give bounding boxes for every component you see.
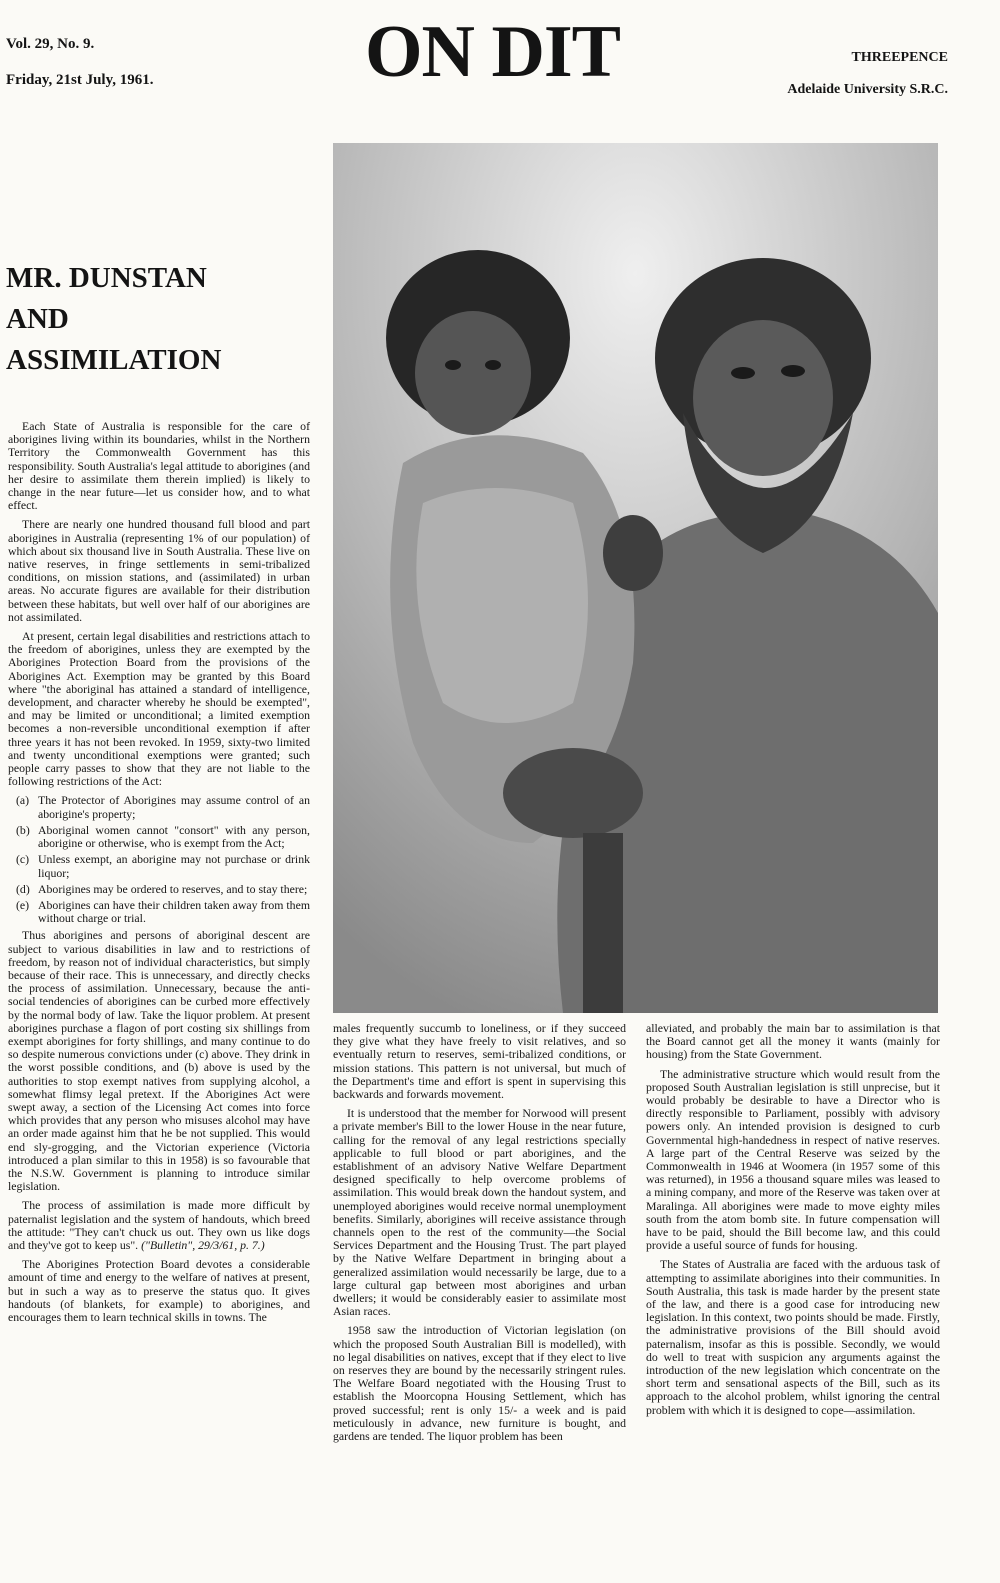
paragraph: The Aborigines Protection Board devotes a considerable amount of time and energy to the welfare of natives at present, but in such a way as to preserve the status quo. It gives handouts (of blankets, for example) to aborigines, and encourages them to learn technical skills in towns. The xyxy=(8,1257,310,1324)
list-item-text: Aboriginal women cannot "consort" with any person, aborigine or otherwise, who is exempt from the Act; xyxy=(38,822,310,851)
paragraph: At present, certain legal disabilities and restrictions attach to the freedom of aborigines, unless they are exempted by the Aborigines Protection Board from the provisions of the Aborigines Act. Exemption may be granted by this Board where "the aboriginal has attained a standard of intelligence, development, and character whereby he should be exempted", and may be limited or unconditional; a limited exemption becomes a non-reversible unconditional exemption if after three years it has not been revoked. In 1959, sixty-two limited and twenty unconditional exemptions were granted; such people carry passes to show that they are not liable to the following restrictions of the Act: xyxy=(8,629,310,789)
quote-source: ("Bulletin", 29/3/61, p. 7.) xyxy=(141,1237,265,1252)
article-headline xyxy=(6,258,316,381)
masthead-issue-info xyxy=(6,26,154,98)
list-item-text: Aborigines may be ordered to reserves, and to stay there; xyxy=(38,881,308,896)
paragraph: The administrative structure which would result from the proposed South Australian legislation is still unprecise, but it would probably be desirable to have a Director who is directly responsible to Parliament, possibly with advisory powers only. An intended provision is designed to curb Governmental high-handedness in respect of native reserves. A large part of the Central Reserve was seized by the Commonwealth in 1946 at Woomera (in 1957 some of this was returned), in 1956 a thousand square miles was leased to a mining company, and more of the Reserve was taken over at Maralinga. All aborigines were made to move eighty miles south from the atom bomb site. In future compensation will have to be paid, should the Bill become law, and this could provide a useful source of funds for housing. xyxy=(646,1066,940,1253)
list-item-label: (e) xyxy=(16,897,30,912)
list-item-label: (b) xyxy=(16,822,30,837)
masthead-price-info xyxy=(787,42,948,106)
paragraph: 1958 saw the introduction of Victorian legislation (on which the proposed South Australian Bill is modelled), with no legal disabilities on natives, except that if they elect to live on reserves they are bound by the necessarily stringent rules. The Welfare Board negotiated with the Housing Trust to establish the Moorcopna Housing Settlement, which has proved successful; rent is only 15/- a week and is paid meticulously in advance, new furniture is bought, and gardens are tended. The liquor problem has been xyxy=(333,1323,626,1444)
list-item-text: Aborigines can have their children taken away from them without charge or trial. xyxy=(38,897,310,926)
list-item-label: (a) xyxy=(16,793,30,808)
restrictions-list xyxy=(8,794,310,925)
list-item-text: Unless exempt, an aborigine may not purchase or drink liquor; xyxy=(38,852,310,880)
paragraph: Each State of Australia is responsible for the care of aborigines living within its boundaries, whilst in the Northern Territory the Commonwealth Government has this responsibility. South Australia's legal attitude to aborigines (and her desire to assimilate them therein implied) is likely to change in the near future—let us consider how, and to what effect. xyxy=(8,419,310,513)
list-item xyxy=(8,899,310,925)
list-item-text: The Protector of Aborigines may assume control of an aborigine's property; xyxy=(38,793,310,821)
publisher: Adelaide University S.R.C. xyxy=(787,82,948,97)
article-column-1 xyxy=(8,420,310,1330)
paragraph: males frequently succumb to loneliness, or if they succeed they give what they have freely to visit relatives, and so eventually return to reserves, semi-tribalized conditions, or mission stations. This pattern is not universal, but much of the Department's time and effort is spent in supervising this backwards and forwards movement. xyxy=(333,1021,626,1102)
list-item-label: (c) xyxy=(16,852,30,867)
article-column-3 xyxy=(646,1022,940,1423)
article-column-2 xyxy=(333,1022,626,1449)
paragraph: There are nearly one hundred thousand full blood and part aborigines in Australia (representing 1% of our population) of which about six thousand live in South Australia. These live on native reserves, in fringe settlements in semi-tribalized conditions, on mission stations, and (assimilated) in urban areas. No accurate figures are available for their distribution between these habitats, but well over half of our aborigines are not assimilated. xyxy=(8,517,310,624)
paragraph: alleviated, and probably the main bar to assimilation is that the Board cannot get all the money it wants (mainly for housing) from the State Government. xyxy=(646,1021,940,1062)
list-item xyxy=(8,824,310,850)
photo-illustration xyxy=(333,143,938,1013)
paragraph xyxy=(8,1199,310,1252)
list-item-label: (d) xyxy=(16,881,30,896)
paragraph: Thus aborigines and persons of aboriginal descent are subject to various disabilities in law and to restrictions of freedom, by reason not of individual characteristics, but simply because of their race. This is unnecessary, and directly checks the process of assimilation. Unnecessary, because the anti-social tendencies of aborigines can be curbed more effectively by the normal body of law. Take the liquor problem. At present aborigines purchase a flagon of port costing six shillings from exempt aborigines for forty shillings, and many continue to do so despite numerous convictions under (c) above. They drink in the worst possible conditions, and (b) above is used by the authorities to stop exempt natives from supplying alcohol, a somewhat flimsy legal pretext. If the Aborigines Act were swept away, a section of the Licensing Act comes into force which provides that any person who misuses alcohol may have an order made against him that he be not supplied. This would end sly-grogging, and the Victorian experience (Victoria introduced a plan similar to this in 1958) is so favourable that the N.S.W. Government is planning to introduce similar legislation. xyxy=(8,928,310,1194)
list-item xyxy=(8,794,310,820)
article-photograph xyxy=(333,143,938,1013)
issue-date: Friday, 21st July, 1961. xyxy=(6,72,154,88)
paragraph-text: The process of assimilation is made more difficult by paternalist legislation and the system of handouts, which breed the attitude: "They can't chuck us out. They own us like dogs and they've got to keep us". xyxy=(8,1198,310,1252)
price: THREEPENCE xyxy=(851,50,948,65)
list-item xyxy=(8,883,310,896)
paragraph: The States of Australia are faced with the arduous task of attempting to assimilate aborigines into their communities. In South Australia, this task is made harder by the present state of the law, and there is a good case for introducing new legislation. In this context, two points should be made. Firstly, the administrative provisions of the Bill should avoid paternalism, insofar as this is possible. Secondly, we would do well to treat with suspicion any arguments against the introduction of the new legislation which concentrate on the short term and sensational aspects of the Bill, such as its approach to the alcohol problem, whilst ignoring the central problem with which it is designed to cope—assimilation. xyxy=(646,1257,940,1417)
list-item xyxy=(8,853,310,879)
headline-line-2: AND xyxy=(6,303,69,335)
volume-number: Vol. 29, No. 9. xyxy=(6,36,95,52)
headline-line-1: MR. DUNSTAN xyxy=(6,262,207,294)
paragraph: It is understood that the member for Norwood will present a private member's Bill to the lower House in the near future, calling for the removal of any legal restrictions specially applicable to full blood or part aborigines, and the establishment of an advisory Native Welfare Department designed specifically to help overcome problems of assimilation. This would break down the handout system, and unemployed aborigines would receive normal unemployment benefits. Similarly, aborigines will receive assistance through channels open to the rest of the community—the Social Services Department and the Housing Trust. The part played by the Native Welfare Department in bringing about a generalized assimilation would necessarily be large, due to a large cultural gap between most aborigines and urban dwellers; it would be considerably easier to assimilate most Asian races. xyxy=(333,1106,626,1319)
newspaper-title: ON DIT xyxy=(364,11,621,93)
headline-line-3: ASSIMILATION xyxy=(6,344,222,376)
